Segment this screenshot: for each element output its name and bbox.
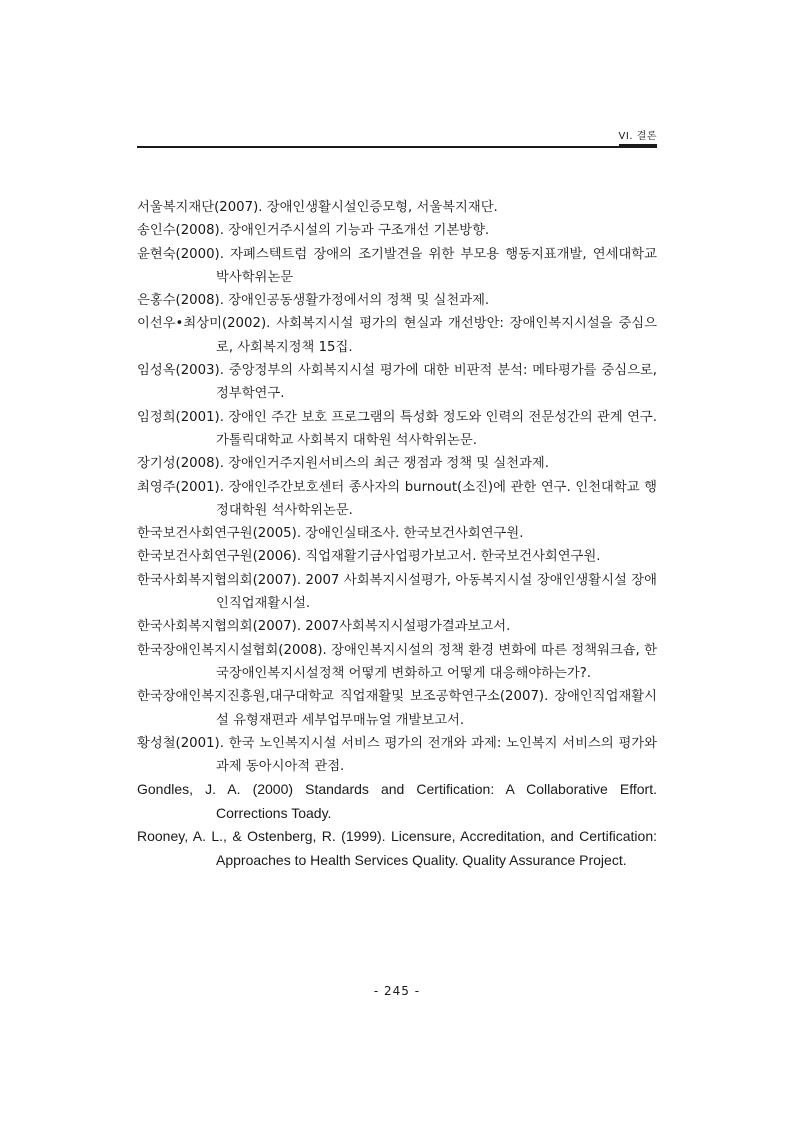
reference-item: Rooney, A. L., & Ostenberg, R. (1999). Licensure, Accreditation, and Certification: Approaches to Health Services Quality. Quality Assurance Project. bbox=[137, 828, 657, 868]
header-tab-mark bbox=[619, 144, 657, 148]
reference-item: 윤현숙(2000). 자폐스텍트럼 장애의 조기발견을 위한 부모용 행동지표개발, 연세대학교 박사학위논문 bbox=[137, 246, 657, 285]
reference-item: 한국사회복지협의회(2007). 2007 사회복지시설평가, 아동복지시설 장애인생활시설 장애인직업재활시설. bbox=[137, 572, 657, 612]
reference-item: 한국장애인복지진흥원,대구대학교 직업재활및 보조공학연구소(2007). 장애인직업재활시설 유형재편과 세부업무매뉴얼 개발보고서. bbox=[137, 689, 657, 728]
running-header bbox=[137, 124, 657, 148]
section-title: VI. 결론 bbox=[618, 131, 657, 142]
reference-item: 임정희(2001). 장애인 주간 보호 프로그램의 특성화 정도와 인력의 전문성간의 관계 연구. 가톨릭대학교 사회복지 대학원 석사학위논문. bbox=[137, 409, 657, 448]
reference-list bbox=[137, 196, 657, 872]
reference-item: 장기성(2008). 장애인거주지원서비스의 최근 쟁점과 정책 및 실천과제. bbox=[137, 456, 549, 472]
reference-item: 최영주(2001). 장애인주간보호센터 종사자의 burnout(소진)에 관한 연구. 인천대학교 행정대학원 석사학위논문. bbox=[137, 479, 657, 518]
reference-item: 한국사회복지협의회(2007). 2007사회복지시설평가결과보고서. bbox=[137, 619, 511, 635]
reference-item: 송인수(2008). 장애인거주시설의 기능과 구조개선 기본방향. bbox=[137, 223, 490, 239]
reference-item: 황성철(2001). 한국 노인복지시설 서비스 평가의 전개와 과제: 노인복지 서비스의 평가와 과제 동아시아적 관점. bbox=[137, 735, 657, 775]
reference-item: 서울복지재단(2007). 장애인생활시설인증모형, 서울복지재단. bbox=[137, 200, 498, 215]
reference-item: 한국보건사회연구원(2005). 장애인실태조사. 한국보건사회연구원. bbox=[137, 526, 524, 542]
reference-item: 임성옥(2003). 중앙정부의 사회복지시설 평가에 대한 비판적 분석: 메타평가를 중심으로, 정부학연구. bbox=[137, 363, 657, 402]
reference-item: 한국보건사회연구원(2006). 직업재활기금사업평가보고서. 한국보건사회연구원. bbox=[137, 549, 601, 565]
reference-item: 은홍수(2008). 장애인공동생활가정에서의 정책 및 실천과제. bbox=[137, 293, 490, 309]
reference-item: Gondles, J. A. (2000) Standards and Certification: A Collaborative Effort. Corrections Toady. bbox=[137, 781, 657, 821]
reference-item: 한국장애인복지시설협회(2008). 장애인복지시설의 정책 환경 변화에 따른 정책워크숍, 한국장애인복지시설정책 어떻게 변화하고 어떻게 대응해야하는가?. bbox=[137, 642, 657, 681]
page-number: - 245 - bbox=[373, 984, 421, 998]
header-rule bbox=[137, 146, 657, 148]
reference-item: 이선우•최상미(2002). 사회복지시설 평가의 현실과 개선방안: 장애인복지시설을 중심으로, 사회복지정책 15집. bbox=[137, 316, 657, 355]
